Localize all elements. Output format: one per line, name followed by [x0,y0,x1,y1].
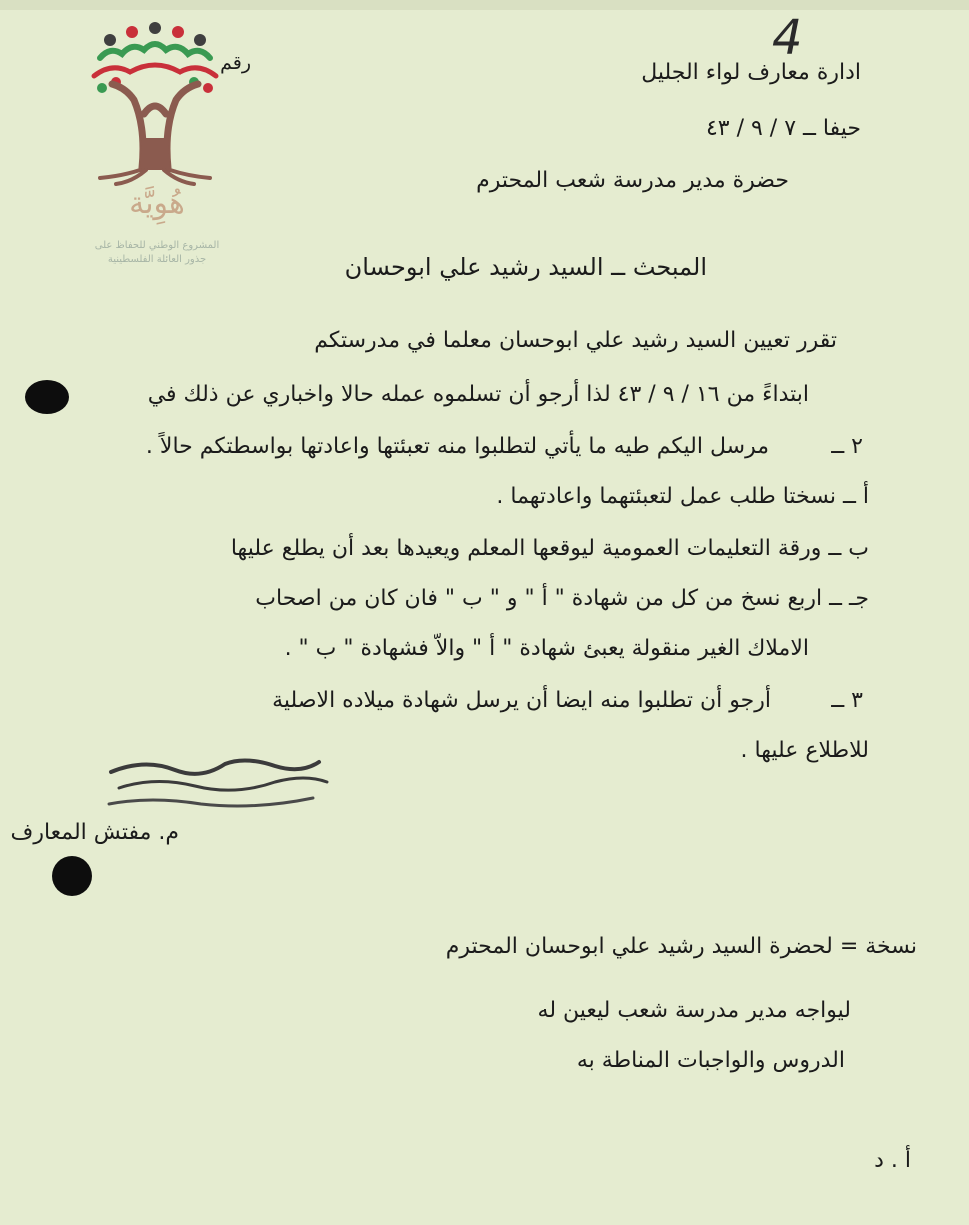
copy-to-line-1: نسخة = لحضرة السيد رشيد علي ابوحسان المحترم [445,934,917,959]
attachment-item-c-2: الاملاك الغير منقولة يعبئ شهادة " أ " والاّ فشهادة " ب " . [284,636,809,661]
logo-tagline-1: المشروع الوطني للحفاظ على [94,240,220,251]
tree-of-family-icon [82,18,232,188]
ink-blot [52,856,92,896]
body-line-4: أرجو أن تطلبوا منه ايضا أن يرسل شهادة ميلاده الاصلية [272,688,771,713]
subject-line: المبحث ــ السيد رشيد علي ابوحسان [344,253,707,281]
typist-initials: أ . د [874,1148,911,1173]
body-line-5: للاطلاع عليها . [740,738,869,763]
attachment-item-a: أ ــ نسختا طلب عمل لتعبئتهما واعادتهما . [496,484,869,509]
copy-to-line-3: الدروس والواجبات المناطة به [576,1048,845,1073]
signatory-title: م. مفتش المعارف [10,820,179,845]
ink-blot [25,380,69,414]
handwritten-signature [105,752,335,822]
hawiya-logo [82,18,232,268]
paper-edge [0,0,969,10]
place-and-date: حيفا ــ ٧ / ٩ / ٤٣ [705,116,861,141]
logo-wordmark: هُوِيَّة [129,186,185,221]
issuing-authority: ادارة معارف لواء الجليل [641,60,861,85]
body-line-1: تقرر تعيين السيد رشيد علي ابوحسان معلما في مدرستكم [314,328,837,353]
copy-to-line-2: ليواجه مدير مدرسة شعب ليعين له [537,998,851,1023]
attachment-item-b: ب ــ ورقة التعليمات العمومية ليوقعها المعلم ويعيدها بعد أن يطلع عليها [230,536,869,561]
body-item-2-number: ٢ ــ [831,434,863,459]
body-line-3: مرسل اليكم طيه ما يأتي لتطلبوا منه تعبئتها واعادتها بواسطتكم حالاً . [145,434,769,459]
page-number: 4 [772,10,803,66]
attachment-item-c-1: جـ ــ اربع نسخ من كل من شهادة " أ " و " ب " فان كان من اصحاب [255,586,869,611]
reference-label: رقم [220,52,251,74]
addressee: حضرة مدير مدرسة شعب المحترم [476,168,789,193]
logo-tagline-2: جذور العائلة الفلسطينية [107,254,207,265]
body-line-2: ابتداءً من ١٦ / ٩ / ٤٣ لذا أرجو أن تسلموه عمله حالا واخباري عن ذلك في [147,382,809,407]
body-item-3-number: ٣ ــ [831,688,863,713]
